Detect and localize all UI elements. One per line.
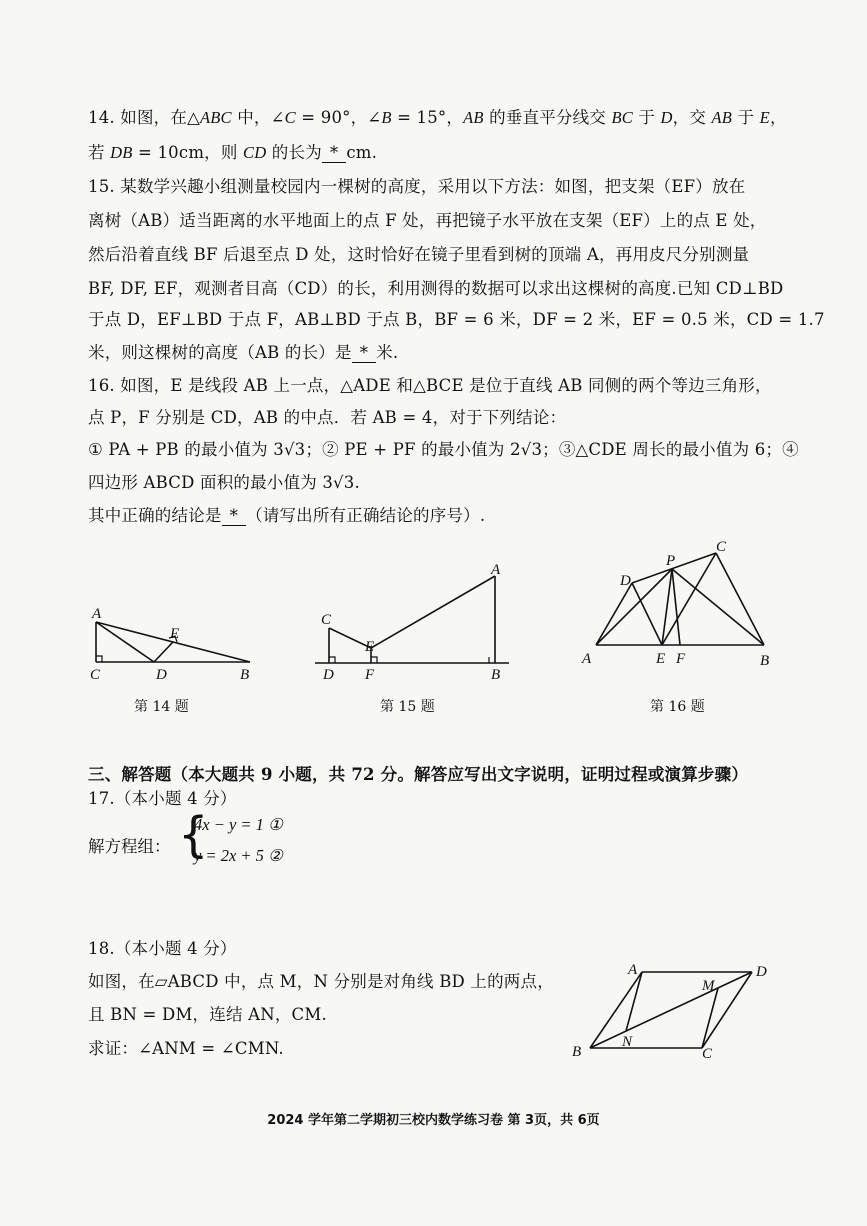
fig16-caption: 第 16 题 (650, 699, 705, 715)
fig16-label-e: E (656, 651, 666, 667)
fig15-label-c: C (321, 612, 332, 628)
q18-line1: 如图，在▱ABCD 中，点 M，N 分别是对角线 BD 上的两点， (88, 972, 554, 991)
fig15-label-a: A (491, 562, 501, 578)
section-heading: 三、解答题（本大题共 9 小题，共 72 分。解答应写出文字说明，证明过程或演算步骤） (88, 765, 749, 784)
fig15-label-b: B (491, 667, 501, 683)
q18-line3: 求证：∠ANM = ∠CMN. (88, 1039, 284, 1058)
q18-line2: 且 BN = DM，连结 AN，CM. (88, 1005, 327, 1024)
q15-line5: 于点 D，EF⊥BD 于点 F，AB⊥BD 于点 B，BF = 6 米，DF = 2 米，EF = 0.5 米，CD = 1.7 (88, 310, 825, 329)
fig18-label-m: M (702, 978, 715, 994)
fig14-caption: 第 14 题 (134, 699, 189, 715)
q15-line1: 15. 某数学兴趣小组测量校园内一棵树的高度，采用以下方法：如图，把支架（EF）放在 (88, 177, 746, 196)
fig18-label-c: C (702, 1046, 713, 1062)
fig16-label-b: B (760, 653, 770, 669)
figure-14 (80, 600, 270, 685)
figure-15 (313, 558, 513, 683)
q15-line6: 米，则这棵树的高度（AB 的长）是 * 米. (88, 343, 399, 362)
q17-equation-2: y = 2x + 5 ② (194, 846, 283, 865)
fig14-label-a: A (92, 606, 102, 622)
fig18-label-n: N (622, 1034, 633, 1050)
fig14-label-c: C (90, 667, 101, 683)
page-footer: 2024 学年第二学期初三校内数学练习卷 第 3页，共 6页 (267, 1113, 600, 1128)
fig15-label-e: E (365, 639, 375, 655)
fig15-caption: 第 15 题 (380, 699, 435, 715)
fig18-label-d: D (756, 964, 767, 980)
fig16-label-p: P (666, 553, 676, 569)
q16-line5: 其中正确的结论是 * （请写出所有正确结论的序号）. (88, 506, 486, 525)
fig16-label-d: D (620, 573, 631, 589)
fig14-label-e: E (170, 626, 180, 642)
q17-title: 17.（本小题 4 分） (88, 789, 237, 808)
q18-title: 18.（本小题 4 分） (88, 939, 237, 958)
fig18-label-b: B (572, 1044, 582, 1060)
q16-line1: 16. 如图，E 是线段 AB 上一点，△ADE 和△BCE 是位于直线 AB 同侧的两个等边三角形， (88, 376, 772, 395)
fig14-label-d: D (156, 667, 167, 683)
fig18-label-a: A (628, 962, 638, 978)
q16-line3: ① PA + PB 的最小值为 3√3；② PE + PF 的最小值为 2√3；③△CDE 周长的最小值为 6；④ (88, 440, 799, 459)
q17-prompt: 解方程组： (88, 837, 171, 856)
fig16-label-a: A (582, 651, 592, 667)
fig15-label-d: D (323, 667, 334, 683)
q16-line2: 点 P，F 分别是 CD，AB 的中点．若 AB = 4，对于下列结论： (88, 408, 567, 427)
q14-answer-blank[interactable]: * (322, 143, 346, 163)
q16-answer-blank[interactable]: * (222, 506, 246, 526)
brace-icon: { (178, 807, 209, 863)
figure-16 (580, 535, 780, 675)
q15-line3: 然后沿着直线 BF 后退至点 D 处，这时恰好在镜子里看到树的顶端 A，再用皮尺分别测量 (88, 245, 750, 264)
q14-line1: 14. 如图，在△ABC 中，∠C = 90°，∠B = 15°，AB 的垂直平分线交 BC 于 D，交 AB 于 E， (88, 108, 787, 127)
fig16-label-c: C (716, 539, 727, 555)
q17-equation-1: 4x − y = 1 ① (194, 815, 283, 834)
q15-answer-blank[interactable]: * (352, 343, 376, 363)
q15-line2: 离树（AB）适当距离的水平地面上的点 F 处，再把镜子水平放在支架（EF）上的点 E 处， (88, 211, 767, 230)
fig16-label-f: F (676, 651, 686, 667)
figure-18 (566, 958, 781, 1063)
q16-line4: 四边形 ABCD 面积的最小值为 3√3. (88, 473, 360, 492)
q15-line4: BF, DF, EF，观测者目高（CD）的长，利用测得的数据可以求出这棵树的高度.已知 CD⊥BD (88, 279, 784, 298)
q14-line2: 若 DB = 10cm，则 CD 的长为 * cm. (88, 143, 378, 162)
fig14-label-b: B (240, 667, 250, 683)
fig15-label-f: F (365, 667, 375, 683)
